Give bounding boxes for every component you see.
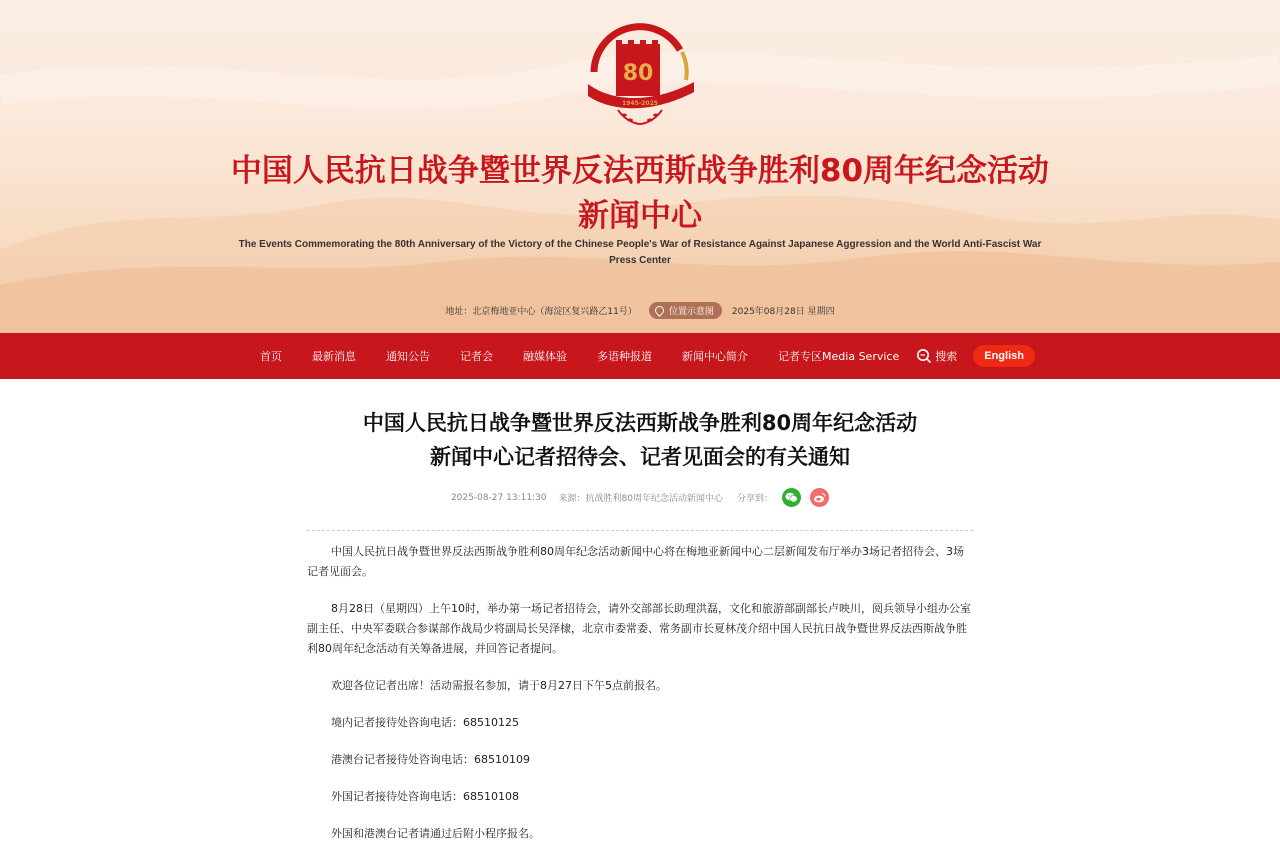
site-title-line2: 新闻中心 bbox=[578, 198, 702, 234]
article-paragraph: 8月28日（星期四）上午10时，举办第一场记者招待会，请外交部部长助理洪磊，文化和旅游部副部长卢映川，阅兵领导小组办公室副主任、中央军委联合参谋部作战局少将副局长吴泽棣，北京市委常委、常务副市长夏林茂介绍中国人民抗日战争暨世界反法西斯战争胜利80周年纪念活动有关筹备进展，并回答记者提问。 bbox=[307, 602, 971, 655]
site-title-en-line2: Press Center bbox=[609, 255, 671, 266]
logo-years: 1945-2025 bbox=[622, 100, 658, 107]
main-nav bbox=[0, 333, 1280, 379]
nav-item-notices[interactable]: 通知公告 bbox=[386, 350, 431, 363]
nav-item-press-conference[interactable]: 记者会 bbox=[460, 350, 494, 363]
article-paragraph: 境内记者接待处咨询电话：68510125 bbox=[331, 716, 519, 729]
article-paragraph: 港澳台记者接待处咨询电话：68510109 bbox=[331, 753, 530, 766]
logo-emblem-icon bbox=[582, 22, 698, 126]
article-body bbox=[307, 542, 973, 844]
article-title-line2: 新闻中心记者招待会、记者见面会的有关通知 bbox=[430, 445, 850, 469]
info-bar bbox=[0, 301, 1280, 319]
address-text: 地址：北京梅地亚中心（海淀区复兴路乙11号） bbox=[445, 306, 637, 317]
search-icon bbox=[916, 348, 932, 364]
share-label: 分享到： bbox=[737, 494, 774, 504]
site-title-line1: 中国人民抗日战争暨世界反法西斯战争胜利80周年纪念活动 bbox=[230, 153, 1050, 189]
wechat-icon bbox=[785, 492, 798, 503]
article-paragraph: 欢迎各位记者出席！活动需报名参加，请于8月27日下午5点前报名。 bbox=[331, 679, 667, 692]
weibo-share-button[interactable] bbox=[810, 488, 829, 507]
logo-number: 80 bbox=[622, 61, 654, 86]
location-map-button[interactable] bbox=[649, 302, 722, 319]
wechat-share-button[interactable] bbox=[782, 488, 801, 507]
article-meta bbox=[307, 488, 973, 507]
article-timestamp: 2025-08-27 13:11:30 bbox=[450, 492, 547, 503]
header-banner bbox=[0, 0, 1280, 333]
nav-item-about[interactable]: 新闻中心简介 bbox=[682, 350, 749, 363]
english-button[interactable]: English bbox=[973, 345, 1035, 367]
article-title bbox=[307, 406, 973, 474]
current-date: 2025年08月28日 星期四 bbox=[731, 306, 835, 317]
weibo-icon bbox=[813, 492, 826, 503]
location-map-label: 位置示意图 bbox=[668, 306, 714, 317]
nav-item-media-experience[interactable]: 融媒体验 bbox=[523, 350, 568, 363]
article-divider bbox=[307, 530, 973, 531]
nav-item-home[interactable]: 首页 bbox=[260, 350, 283, 363]
search-button[interactable] bbox=[914, 348, 971, 364]
nav-item-media-service[interactable]: 记者专区Media Service bbox=[778, 350, 900, 363]
article-paragraph: 外国和港澳台记者请通过后附小程序报名。 bbox=[331, 827, 540, 840]
article-paragraph: 外国记者接待处咨询电话：68510108 bbox=[331, 790, 519, 803]
nav-item-latest-news[interactable]: 最新消息 bbox=[312, 350, 357, 363]
location-pin-icon bbox=[653, 304, 666, 317]
search-label: 搜索 bbox=[935, 350, 958, 363]
article-title-line1: 中国人民抗日战争暨世界反法西斯战争胜利80周年纪念活动 bbox=[362, 411, 918, 435]
nav-item-multilingual[interactable]: 多语种报道 bbox=[597, 350, 653, 363]
article-paragraph: 中国人民抗日战争暨世界反法西斯战争胜利80周年纪念活动新闻中心将在梅地亚新闻中心二层新闻发布厅举办3场记者招待会、3场记者见面会。 bbox=[307, 545, 964, 578]
article bbox=[307, 406, 973, 844]
article-source: 来源：抗战胜利80周年纪念活动新闻中心 bbox=[558, 494, 724, 504]
site-title-en-line1: The Events Commemorating the 80th Anniversary of the Victory of the Chinese People's War of Resistance Against Japanese Aggression and the World Anti-Fascist War bbox=[238, 239, 1042, 250]
